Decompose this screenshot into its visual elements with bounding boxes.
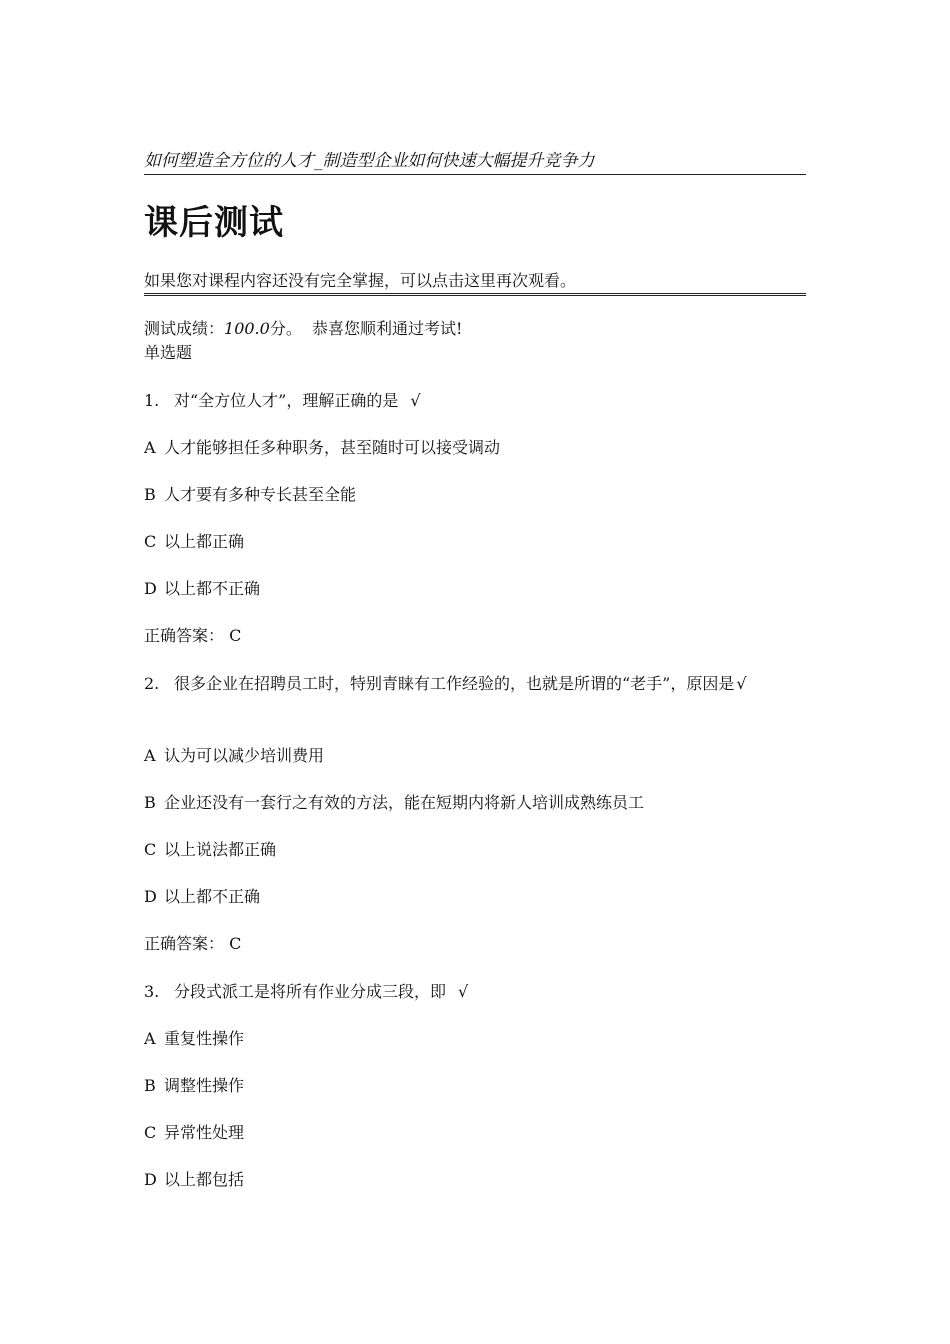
- option-letter: B: [144, 793, 156, 812]
- question-1-option-c: [144, 530, 806, 554]
- score-value: 100.0: [224, 319, 270, 338]
- option-text: 以上都不正确: [164, 579, 261, 598]
- course-title: 如何塑造全方位的人才_制造型企业如何快速大幅提升竞争力: [144, 150, 806, 175]
- review-course-link[interactable]: 如果您对课程内容还没有完全掌握，可以点击这里再次观看。: [144, 270, 806, 296]
- check-mark-icon: √: [410, 391, 421, 410]
- option-letter: D: [144, 887, 157, 906]
- question-3: [144, 980, 806, 1004]
- question-text: 对“全方位人才”，理解正确的是: [174, 391, 399, 410]
- question-1: [144, 389, 806, 413]
- option-letter: C: [144, 840, 157, 859]
- question-3-option-d: [144, 1168, 806, 1192]
- correct-answer-label: 正确答案：: [144, 626, 225, 645]
- question-2-option-d: [144, 885, 806, 909]
- option-text: 重复性操作: [164, 1029, 245, 1048]
- correct-answer-value: C: [229, 934, 242, 953]
- option-text: 调整性操作: [164, 1076, 245, 1095]
- question-1-option-d: [144, 577, 806, 601]
- question-number: 1.: [144, 391, 160, 410]
- question-3-option-b: [144, 1074, 806, 1098]
- question-2-correct-answer: [144, 932, 806, 956]
- correct-answer-value: C: [229, 626, 242, 645]
- correct-answer-label: 正确答案：: [144, 934, 225, 953]
- question-number: 3.: [144, 982, 160, 1001]
- question-1-correct-answer: [144, 624, 806, 648]
- option-letter: D: [144, 1170, 157, 1189]
- question-text: 很多企业在招聘员工时，特别青睐有工作经验的，也就是所谓的“老手”，原因是: [174, 674, 735, 693]
- question-number: 2.: [144, 674, 160, 693]
- check-mark-icon: √: [458, 982, 469, 1001]
- score-unit: 分。: [269, 319, 302, 338]
- option-text: 以上说法都正确: [164, 840, 277, 859]
- question-3-option-a: [144, 1027, 806, 1051]
- pass-message: 恭喜您顺利通过考试!: [312, 319, 463, 338]
- score-label: 测试成绩：: [144, 319, 225, 338]
- question-2-option-a: [144, 744, 806, 768]
- question-2: [144, 672, 806, 696]
- question-text: 分段式派工是将所有作业分成三段，即: [174, 982, 447, 1001]
- option-letter: C: [144, 532, 157, 551]
- option-text: 异常性处理: [164, 1123, 245, 1142]
- option-letter: A: [144, 746, 156, 765]
- option-text: 以上都正确: [164, 532, 245, 551]
- option-text: 人才要有多种专长甚至全能: [164, 485, 357, 504]
- section-label-single-choice: 单选题: [144, 343, 193, 362]
- question-2-option-b: [144, 791, 806, 815]
- page-heading: 课后测试: [144, 203, 284, 243]
- option-letter: B: [144, 485, 156, 504]
- score-line: [144, 318, 462, 340]
- question-3-option-c: [144, 1121, 806, 1145]
- check-mark-icon: √: [736, 674, 747, 693]
- option-letter: B: [144, 1076, 156, 1095]
- question-1-option-a: [144, 436, 806, 460]
- option-letter: C: [144, 1123, 157, 1142]
- option-letter: A: [144, 1029, 156, 1048]
- question-2-option-c: [144, 838, 806, 862]
- option-text: 以上都包括: [164, 1170, 245, 1189]
- option-text: 人才能够担任多种职务，甚至随时可以接受调动: [164, 438, 501, 457]
- option-text: 以上都不正确: [164, 887, 261, 906]
- option-text: 认为可以减少培训费用: [164, 746, 325, 765]
- option-letter: D: [144, 579, 157, 598]
- option-letter: A: [144, 438, 156, 457]
- question-1-option-b: [144, 483, 806, 507]
- option-text: 企业还没有一套行之有效的方法，能在短期内将新人培训成熟练员工: [164, 793, 645, 812]
